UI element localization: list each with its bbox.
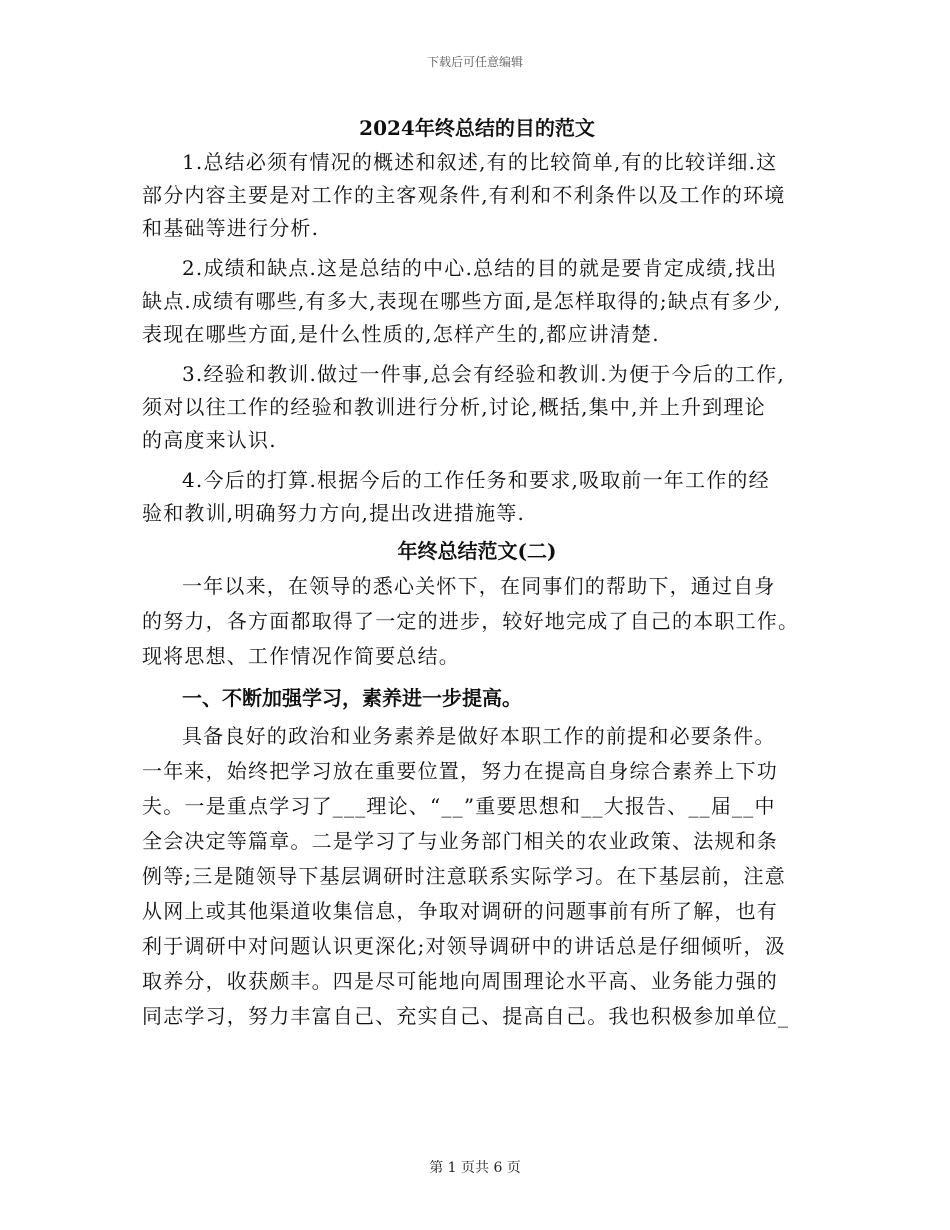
text-line: 从网上或其他渠道收集信息，争取对调研的问题事前有所了解，也有 — [142, 899, 778, 923]
section-subtitle: 年终总结范文(二) — [397, 539, 557, 563]
paragraph-1 — [142, 146, 812, 245]
section-heading: 一、不断加强学习，素养进一步提高。 — [182, 686, 522, 710]
text-line: 一年以来，在领导的悉心关怀下，在同事们的帮助下，通过自身 — [182, 574, 776, 598]
text-line: 缺点.成绩有哪些,有多大,表现在哪些方面,是怎样取得的;缺点有多少, — [142, 289, 782, 313]
page-header: 下载后可任意编辑 — [426, 55, 523, 69]
text-line: 4.今后的打算.根据今后的工作任务和要求,吸取前一年工作的经 — [182, 468, 770, 492]
text-line: 须对以往工作的经验和教训进行分析,讨论,概括,集中,并上升到理论 — [142, 395, 766, 419]
text-line: 取养分，收获颇丰。四是尽可能地向周围理论水平高、业务能力强的 — [142, 969, 778, 993]
paragraph-4 — [142, 464, 812, 530]
text-line: 验和教训,明确努力方向,提出改进措施等. — [142, 501, 526, 525]
text-line: 夫。一是重点学习了___理论、“__”重要思想和__大报告、__届__中 — [142, 794, 776, 818]
text-line: 的高度来认识. — [142, 428, 277, 452]
page-footer: 第 1 页共 6 页 — [429, 1160, 521, 1176]
document-body — [142, 110, 812, 1034]
text-line: 1.总结必须有情况的概述和叙述,有的比较简单,有的比较详细.这 — [182, 150, 778, 174]
section-summary-two — [142, 533, 812, 1034]
intro-paragraph — [142, 569, 812, 674]
section-purpose — [142, 146, 812, 530]
text-line: 部分内容主要是对工作的主客观条件,有利和不利条件以及工作的环境 — [142, 183, 786, 207]
text-line: 同志学习，努力丰富自己、充实自己、提高自己。我也积极参加单位_ — [142, 1004, 790, 1028]
paragraph-2 — [142, 252, 812, 351]
text-line: 3.经验和教训.做过一件事,总会有经验和教训.为便于今后的工作, — [182, 362, 785, 386]
text-line: 利于调研中对问题认识更深化;对领导调研中的讲话总是仔细倾听，汲 — [142, 934, 786, 958]
text-line: 的努力，各方面都取得了一定的进步，较好地完成了自己的本职工作。 — [142, 609, 800, 633]
text-line: 和基础等进行分析. — [142, 216, 320, 240]
document-title: 2024年终总结的目的范文 — [359, 116, 595, 140]
paragraph-3 — [142, 358, 812, 457]
text-line: 一年来，始终把学习放在重要位置，努力在提高自身综合素养上下功 — [142, 759, 778, 783]
text-line: 表现在哪些方面,是什么性质的,怎样产生的,都应讲清楚. — [142, 322, 660, 346]
text-line: 例等;三是随领导下基层调研时注意联系实际学习。在下基层前，注意 — [142, 864, 786, 888]
text-line: 全会决定等篇章。二是学习了与业务部门相关的农业政策、法规和条 — [142, 829, 778, 853]
text-line: 现将思想、工作情况作简要总结。 — [142, 644, 460, 668]
text-line: 具备良好的政治和业务素养是做好本职工作的前提和必要条件。 — [182, 724, 776, 748]
body-paragraph — [142, 719, 812, 1034]
text-line: 2.成绩和缺点.这是总结的中心.总结的目的就是要肯定成绩,找出 — [182, 256, 778, 280]
